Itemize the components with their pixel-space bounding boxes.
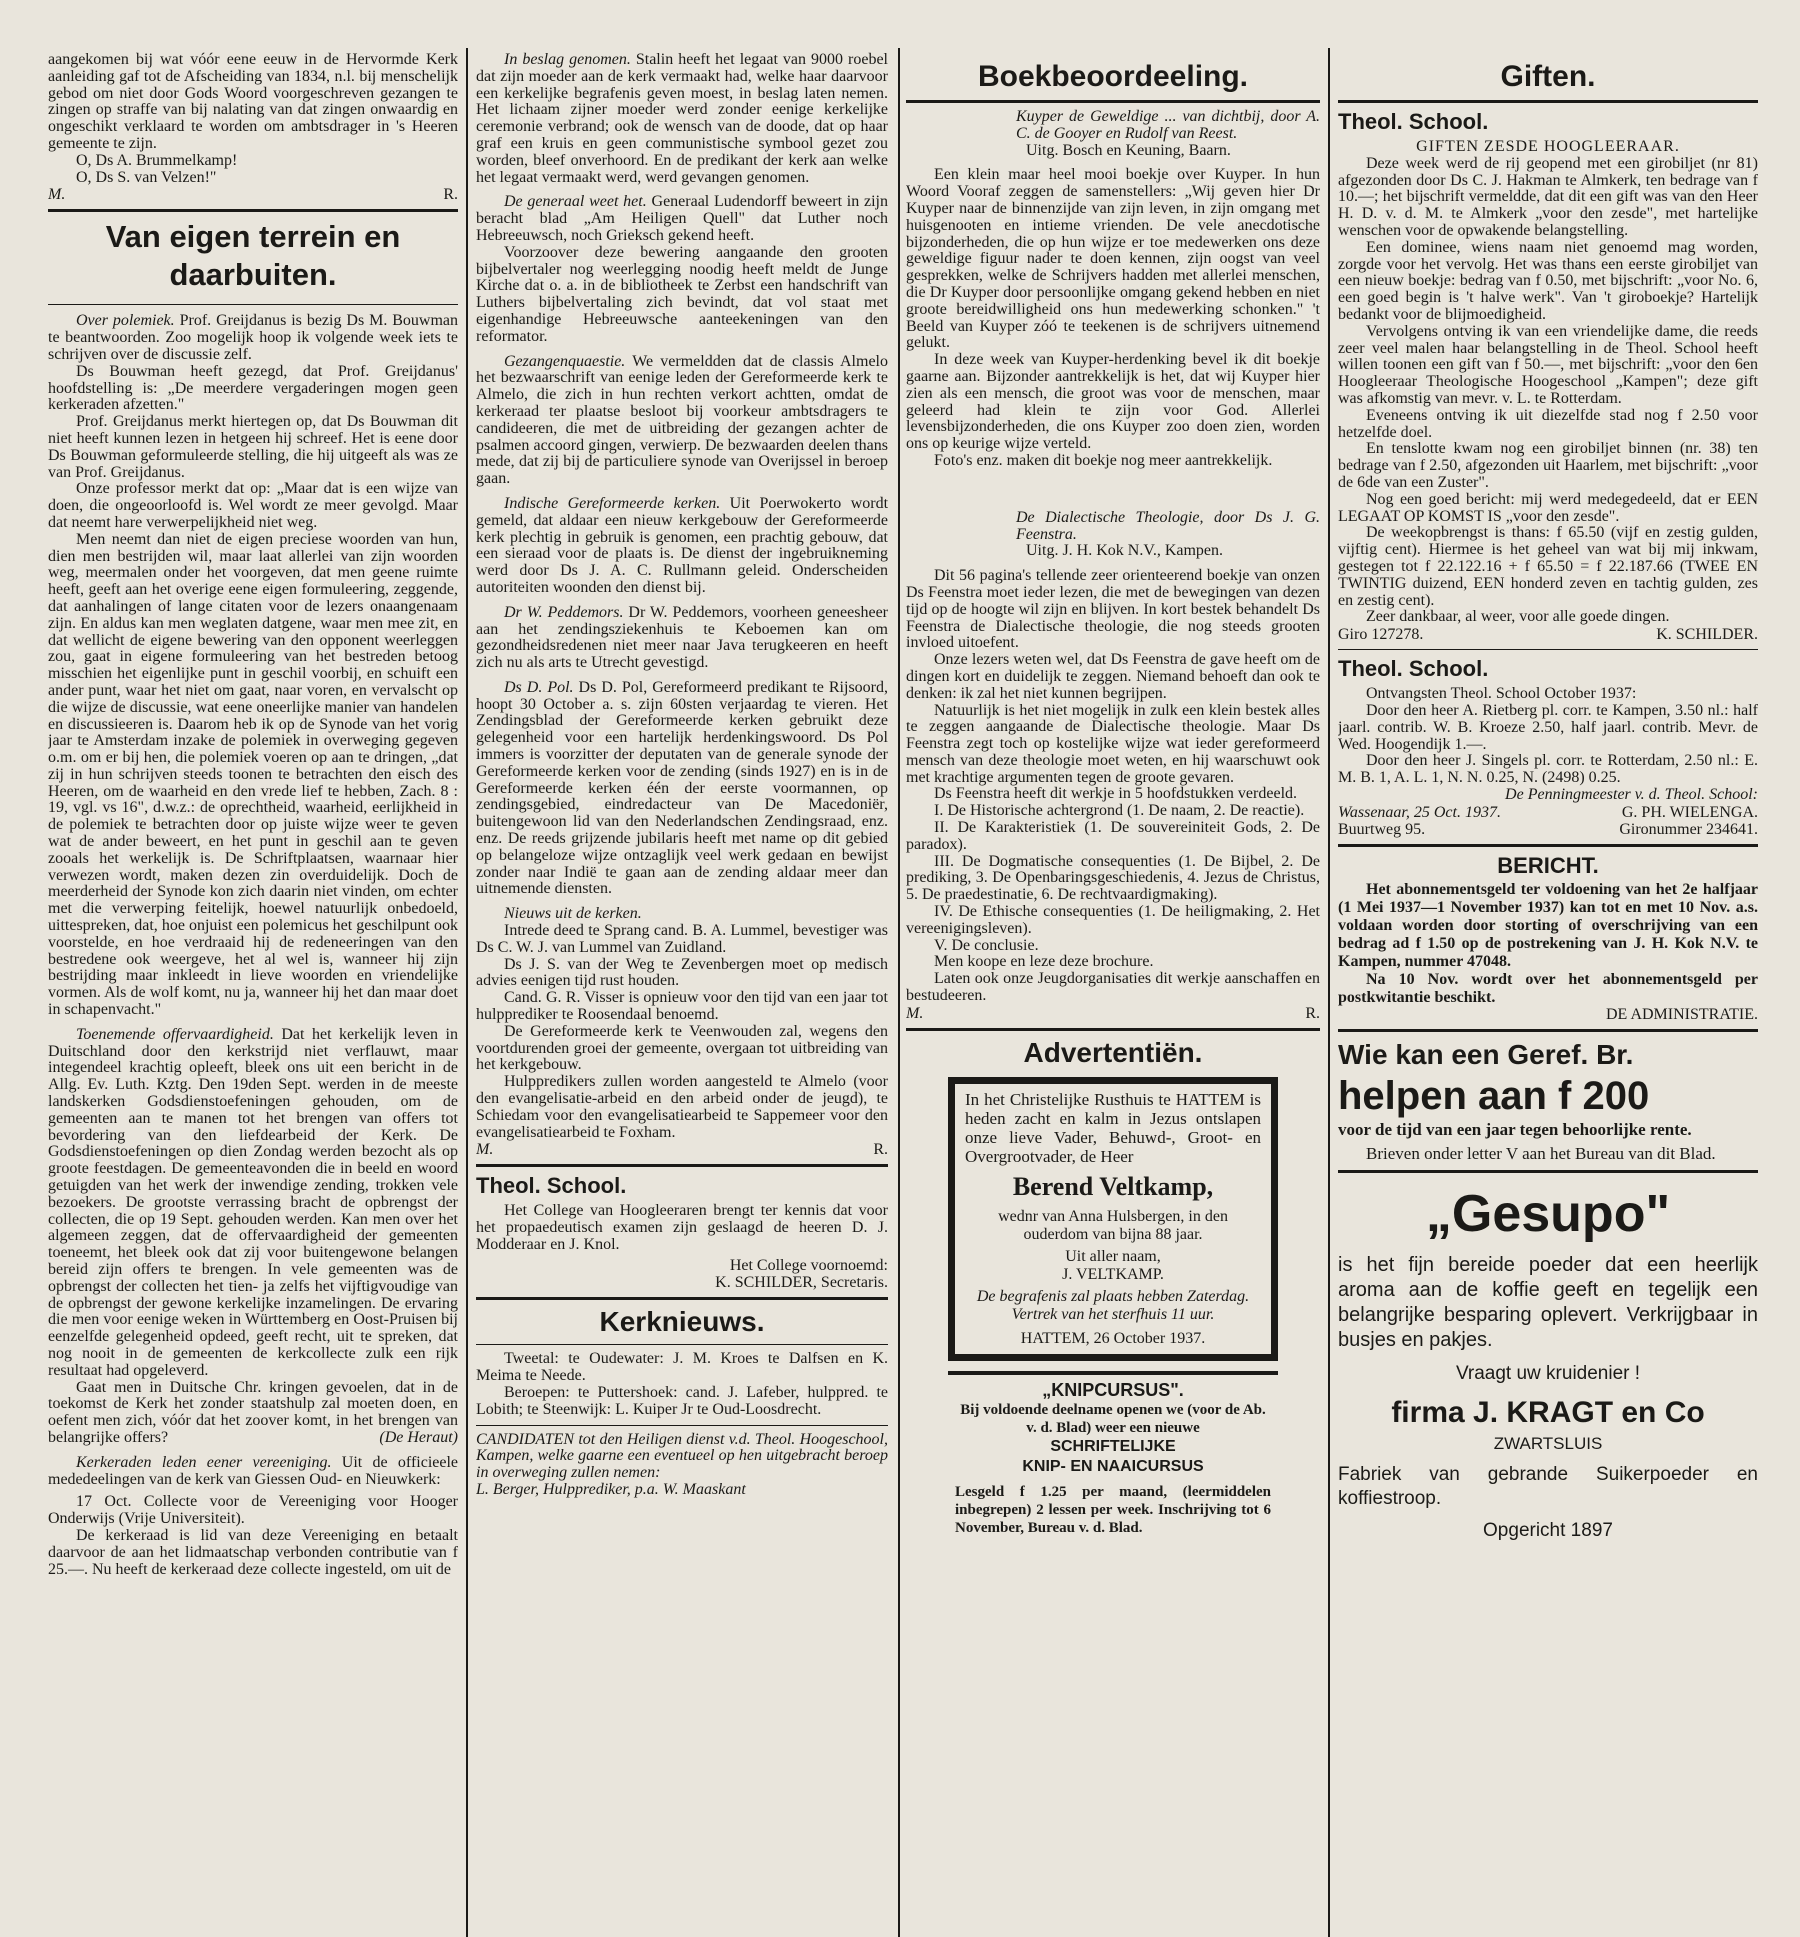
article-text: Generaal Ludendorff beweert in zijn beracht blad „Am Heiligen Quell" dat Luther noch Hebreeuwsch, noch Grieksch gekend heeft. xyxy=(476,193,888,244)
article-text: Dit 56 pagina's tellende zeer orienteerend boekje van onzen Ds Feenstra moet ieder lezen, die met de bewegingen van dezen tijd op de hoogte wil zijn en blijven. In kort bestek behandelt Ds Feenstra de Dialectische theologie, die nog steeds grooten invloed uitoefent. xyxy=(906,567,1320,652)
article-text: Het College van Hoogleeraren brengt ter kennis dat voor het propaedeutisch examen zijn geslaagd de heeren D. J. Modderaar en J. Knol. xyxy=(476,1202,888,1253)
gesupo-ad xyxy=(1338,1179,1758,1543)
sig-left: M. xyxy=(906,1004,924,1022)
brand-name: „Gesupo" xyxy=(1425,1185,1671,1244)
signature-line: De Penningmeester v. d. Theol. School: xyxy=(1505,785,1758,803)
article-text: CANDIDATEN tot den Heiligen dienst v.d. Theol. Hoogeschool, Kampen, welke gaarne een eventueel op hen uitgebracht beroep in overweging zullen nemen: xyxy=(476,1430,888,1482)
article-title: Toenemende offervaardigheid. xyxy=(76,1025,274,1043)
notice-text: wednr van Anna Hulsbergen, in den ouderdom van bijna 88 jaar. xyxy=(998,1207,1228,1243)
article-title: De generaal weet het. xyxy=(504,193,647,211)
signature xyxy=(48,186,458,203)
column-4 xyxy=(1338,52,1758,1937)
giro-number: Giro 127278. xyxy=(1338,626,1424,644)
section-title: Theol. School. xyxy=(1338,109,1489,134)
intro-paragraph: aangekomen bij wat vóór eene eeuw in de Hervormde Kerk aanleiding gaf tot de Afscheiding van 1834, n.l. bij menschelijk gebod om niet door Gods Woord voorgeschreven gezangen te zingen op straffe van bij nalating van dat zingen onwaardig en ongeschikt verklaard te worden om ambtsdrager in 's Heeren gemeente te zijn. xyxy=(48,52,458,152)
notice-text: Na 10 Nov. wordt over het abonnementsgeld per postkwitantie beschikt. xyxy=(1338,970,1758,1006)
article-title: Over polemiek. xyxy=(76,312,175,330)
article-text: En tenslotte kwam nog een girobiljet binnen (nr. 38) ten bedrage van f 2.50, afgezonden uit Haarlem, met bijschrift: „voor de 6de van een Zuster". xyxy=(1338,440,1758,491)
article-text: De kerkeraad is lid van deze Vereeniging en betaalt daarvoor de aan het lidmaatschap verbonden contributie van f 25.—. Nu heeft de kerkeraad deze collecte ingesteld, om uit de xyxy=(48,1526,458,1578)
loan-ad xyxy=(1338,1038,1758,1164)
section-title: Theol. School. xyxy=(1338,656,1489,682)
article xyxy=(476,605,888,672)
article xyxy=(48,1455,458,1489)
column-rule-3 xyxy=(1328,48,1330,1937)
divider xyxy=(1338,844,1758,847)
article-text: Men neemt dan niet de eigen preciese woorden van hun, dien men bestrijden wil, maar laat allerlei van zijn woorden weg, meermalen onder het voorgeven, dat men geene ruimte heeft, geeft aan het overige eene eigen formuleering, zeggende, dat aanhalingen of lange citaten voor de lezers onaangenaam zijn. En aldus kan men weglaten datgene, waar men mee zit, en dat wellicht de eigene bewering van den opponent weerleggen zou, gaat in eigene formuleering van het bestreden betoog misschien het eigenlijke punt in geschil voorbij, en schuift een ander punt, waar het niet om gaat, naar voren, en vervalscht op die wijze de discussie, wat eene oneerlijke manier van handelen en discussieeren is. Daarom heb ik op de Synode van het vorig jaar te Amsterdam inzake de polemiek in overweging gegeven o.m. om er bij hen, die polemiek voeren op aan te dringen, „dat zij in hun schrijven steeds toonen te betrachten den eisch des Heeren, om de waarheid en den vrede lief te hebben, Zach. 8 : 19, vgl. vs 16", d.w.z.: de oprechtheid, waarheid, eerlijkheid in de polemiek te betrachten door op juiste wijze weer te geven wat de ander beweert, en het punt in geschil aan te geven zooals het werkelijk is. De Schriftplaatsen, waarnaar hier verwezen wordt, maken dezen zin overduidelijk. Doch de meerderheid der Synode kon zich daarin niet vinden, om echter met die verwerping feitelijk, hoewel natuurlijk onbedoeld, uittespreken, dat, hoe onjuist een polemicus het geschilpunt ook voorstelde, en hoe verdraaid hij de redeneeringen van den bestredene ook weergeve, het al wel is, wanneer hij zijn bestrijding maar inkleedt in lieve woorden en vriendelijke vormen. Als de wolf komt, nu ja, wanneer hij het dan maar doet in schapenvacht." xyxy=(48,530,458,1019)
column-rule-2 xyxy=(898,48,900,1937)
article xyxy=(476,496,888,597)
signature xyxy=(1338,821,1758,838)
divider xyxy=(1338,1029,1758,1032)
article xyxy=(48,1027,458,1380)
article-text: Door den heer J. Singels pl. corr. te Rotterdam, 2.50 nl.: E. M. B. 1, A. L. 1, N. N. 0.25, N. (2498) 0.25. xyxy=(1338,752,1758,787)
section-heading: Kerknieuws. xyxy=(599,1306,765,1338)
article-text: Gaat men in Duitsche Chr. kringen gevoelen, dat in de toekomst de Kerk het zonder staatshulp zal moeten doen, en oefent men zich, vóór dat het zoover komt, in het brengen van belangrijke offers? xyxy=(48,1378,458,1446)
article-text: Voorzoover deze bewering aangaande den grooten bijbelvertaler nog weerlegging noodig heeft meldt de Junge Kirche dat o. a. in de bibliotheek te Zerbst een handschrift van Luthers bijbelvertaling zich bevindt, dat vol staat met eigenhandige Hebreeuwsche aanteekeningen van den reformator. xyxy=(476,243,888,345)
source: (De Heraut) xyxy=(379,1428,458,1446)
section-subtitle: GIFTEN ZESDE HOOGLEERAAR. xyxy=(1416,138,1680,155)
article-text: Eveneens ontving ik uit diezelfde stad nog f 2.50 voor hetzelfde doel. xyxy=(1338,406,1758,441)
ad-text: SCHRIFTELIJKE xyxy=(1050,1437,1176,1455)
article-text: Zeer dankbaar, al weer, voor alle goede dingen. xyxy=(1366,608,1670,626)
article-text: Cand. G. R. Visser is opnieuw voor den tijd van een jaar tot hulpprediker te Roosendaal benoemd. xyxy=(476,989,888,1024)
article-text: Tweetal: te Oudewater: J. M. Kroes te Dalfsen en K. Meima te Neede. xyxy=(476,1350,888,1385)
article-text: Natuurlijk is het niet mogelijk in zulk een klein bestek alles te zeggen aangaande de Dialectische theologie. Maar Ds Feenstra zegt toch op kostelijke wijze wat ieder gereformeerd mensch van deze theologie moet weten, en hij waarschuwt ook met krachtige argumenten tegen de groote gevaren. xyxy=(906,701,1320,786)
sig-right: K. SCHILDER. xyxy=(1656,626,1758,644)
column-3 xyxy=(906,52,1320,1937)
article-title: Dr W. Peddemors. xyxy=(504,603,624,621)
divider xyxy=(476,1425,888,1426)
article-text: Uit Poerwokerto wordt gemeld, dat aldaar een nieuw kerkgebouw der Gereformeerde kerk plechtig in gebruik is genomen, een prachtig gebouw, dat een sieraad voor de plaats is. De dienst der ingebruikneming werd door Ds J. A. C. Rullmann geleid. Onderscheiden autoriteiten woonden den dienst bij. xyxy=(476,494,888,596)
section-heading: Advertentiën. xyxy=(1023,1036,1203,1068)
signature-line: Het College voornoemd: xyxy=(729,1256,888,1274)
article-title: Kerkeraden leden eener vereeniging. xyxy=(76,1453,332,1471)
article-text: Laten ook onze Jeugdorganisaties dit werkje aanschaffen en bestudeeren. xyxy=(906,970,1320,1005)
article-text: Ds Bouwman heeft gezegd, dat Prof. Greijdanus' hoofdstelling is: „De meerdere vergaderingen mogen geen kerkeraden afzetten." xyxy=(48,362,458,414)
ad-text: Lesgeld f 1.25 per maand, (leermiddelen inbegrepen) 2 lessen per week. Inschrijving tot 6 November, Bureau v. d. Blad. xyxy=(955,1483,1271,1536)
ad-text: voor de tijd van een jaar tegen behoorlijke rente. xyxy=(1338,1120,1692,1140)
signature xyxy=(1338,804,1758,821)
sig-right: R. xyxy=(873,1141,888,1159)
sig-right: Gironummer 234641. xyxy=(1619,820,1758,838)
notice-text: In het Christelijke Rusthuis te HATTEM is heden zacht en kalm in Jezus ontslapen onze lieve Vader, Behuwd-, Groot- en Overgrootvader, de Heer xyxy=(965,1089,1261,1166)
article-text: Men koope en leze deze brochure. xyxy=(934,953,1154,971)
divider xyxy=(1338,649,1758,650)
notice-text: Het abonnementsgeld ter voldoening van het 2e halfjaar (1 Mei 1937—1 November 1937) kan tot en met 10 Nov. a.s. voldaan worden door storting of overschrijving van een bedrag ad f 1.50 op de postrekening van J. H. Kok N.V. te Kampen, nummer 47048. xyxy=(1338,880,1758,970)
notice-text: De begrafenis zal plaats hebben Zaterdag. Vertrek van het sterfhuis 11 uur. xyxy=(976,1287,1250,1323)
sig-right: R. xyxy=(1305,1004,1320,1022)
company-name: firma J. KRAGT en Co xyxy=(1391,1396,1705,1430)
chapter-item: IV. De Ethische consequenties (1. De heiligmaking, 2. Het vereenigingsleven). xyxy=(906,903,1320,937)
notice-text: HATTEM, 26 October 1937. xyxy=(1020,1329,1206,1347)
chapter-item: V. De conclusie. xyxy=(934,936,1039,954)
notice-text: Uit aller naam, xyxy=(1065,1247,1161,1265)
book-publisher: Uitg. Bosch en Keuning, Baarn. xyxy=(1026,141,1231,159)
ad-text: Fabriek van gebrande Suikerpoeder en koffiestroop. xyxy=(1338,1464,1758,1510)
section-heading: Boekbeoordeeling. xyxy=(977,60,1249,93)
article-text: Nog een goed bericht: mij werd medegedeeld, dat er EEN LEGAAT OP KOMST IS „voor den zesde". xyxy=(1338,490,1758,525)
article-title: Ds D. Pol. xyxy=(504,678,574,696)
article-text: Een dominee, wiens naam niet genoemd mag worden, zorgde voor het vervolg. Het was thans een eerste girobiljet van een nieuw boekje: bedrag van f 0.50, met bijschrift: „voor No. 6, een goed begin is 't halve werk". Van 't giroboekje? Hartelijk bedankt voor de blijmoedigheid. xyxy=(1338,238,1758,323)
ad-text: ZWARTSLUIS xyxy=(1493,1434,1603,1454)
article xyxy=(476,354,888,488)
chapter-item: III. De Dogmatische consequenties (1. De Bijbel, 2. De prediking, 3. De Openbaringsgeschiedenis, 4. Jezus de Christus, 5. De praedestinatie, 6. De rechtvaardigmaking). xyxy=(906,852,1320,904)
ad-text: KNIP- EN NAAICURSUS xyxy=(1022,1457,1204,1475)
article-text: 17 Oct. Collecte voor de Vereeniging voor Hooger Onderwijs (Vrije Universiteit). xyxy=(48,1493,458,1528)
quote-line: O, Ds A. Brummelkamp! xyxy=(76,151,238,169)
signature xyxy=(906,1005,1320,1022)
section-title: Theol. School. xyxy=(476,1173,627,1199)
book-publisher: Uitg. J. H. Kok N.V., Kampen. xyxy=(1026,542,1224,560)
divider xyxy=(476,1297,888,1300)
article-title xyxy=(476,906,888,923)
article-text: Ds Feenstra heeft dit werkje in 5 hoofdstukken verdeeld. xyxy=(934,785,1298,803)
chapter-item: II. De Karakteristiek (1. De souvereiniteit Gods, 2. De paradox). xyxy=(906,819,1320,853)
book-reference: De Dialectische Theologie, door Ds J. G. Feenstra. xyxy=(1016,508,1320,543)
sig-left: M. xyxy=(48,186,66,204)
ad-title: „KNIPCURSUS". xyxy=(1042,1379,1184,1400)
ad-text: Brieven onder letter V aan het Bureau van dit Blad. xyxy=(1366,1144,1716,1164)
section-heading: Van eigen terrein en daarbuiten. xyxy=(105,219,401,293)
ad-text: Vraagt uw kruidenier ! xyxy=(1455,1363,1641,1385)
article-text: Ds J. S. van der Weg te Zevenbergen moet op medisch advies eenigen tijd rust houden. xyxy=(476,955,888,990)
sig-left: M. xyxy=(476,1141,494,1159)
article-text: Onze lezers weten wel, dat Ds Feenstra de gave heeft om de dingen kort en duidelijk te zeggen. Niemand behoeft dan ook te denken: ik zal het niet kunnen begrijpen. xyxy=(906,651,1320,702)
chapter-item: I. De Historische achtergrond (1. De naam, 2. De reactie). xyxy=(934,802,1305,820)
section-heading: Giften. xyxy=(1500,60,1596,93)
sig-right: R. xyxy=(443,186,458,204)
article xyxy=(48,313,458,363)
article-text: Intrede deed te Sprang cand. B. A. Lummel, bevestiger was Ds C. W. J. van Lummel van Zuidland. xyxy=(476,922,888,956)
signature xyxy=(1338,626,1758,643)
article-text: De weekopbrengst is thans: f 65.50 (vijf en zestig gulden, vijftig cent). Hiermee is het geheel van wat bij mij inkwam, gestegen tot f 22.122.16 + f 65.50 = f 22.187.66 (TWEE EN TWINTIG duizend, EEN honderd zeven en tachtig gulden, zes en zestig cent). xyxy=(1338,524,1758,609)
notice-title: BERICHT. xyxy=(1497,852,1599,878)
ad-text: is het fijn bereide poeder dat een heerlijk aroma aan de koffie geeft en tegelijk een belangrijke besparing oplevert. Verkrijgbaar in busjes en pakjes. xyxy=(1338,1254,1758,1352)
divider xyxy=(906,1028,1320,1031)
signature-line: DE ADMINISTRATIE. xyxy=(1606,1005,1758,1023)
article-text: Door den heer A. Rietberg pl. corr. te Kampen, 3.50 nl.: half jaarl. contrib. W. B. Kroeze 2.50, half jaarl. contrib. Mevr. de Wed. Hoogendijk 1.—. xyxy=(1338,701,1758,753)
article-text: Deze week werd de rij geopend met een girobiljet (nr 81) afgezonden door Ds C. J. Hakman te Almkerk, ten bedrage van f 10.—; het bijschrift vermeldde, dat dit een gift was van den Heer H. D. v. d. M. te Almkerk „voor den zesde", met hartelijke wenschen voor de opwakende belangstelling. xyxy=(1338,154,1758,239)
article-text: Vervolgens ontving ik van een vriendelijke dame, die reeds zeer veel malen haar belangstelling in de Theol. School heeft willen toonen een gift van f 50.—, met bijschrift: „voor den 6en Hoogleeraar Theologische Hoogeschool „Kampen"; deze gift was afkomstig van mevr. v. L. te Rotterdam. xyxy=(1338,322,1758,407)
article-title: Indische Gereformeerde kerken. xyxy=(504,494,721,512)
deceased-name: Berend Veltkamp, xyxy=(1012,1171,1214,1201)
article-text: Dat het kerkelijk leven in Duitschland door den kerkstrijd niet verflauwt, maar integendeel krachtig opleeft, bleek ons uit een bericht in de Allg. Ev. Luth. Kztg. Den 19den Sept. werden in de meeste landskerken Godsdienstoefeningen gehouden, om de gemeenten aan te manen tot het brengen van offers tot bevordering van den liefdearbeid der Kerk. De Godsdienstoefeningen op dien Zondag werden bezocht als op groote feestdagen. De gemeenteavonden die in beeld en woord getuigden van het werk der inwendige zending, trokken vele bezoekers. De grootste verrassing bracht de opbrengst der collecten, die op 19 Sept. gehouden werden. Kan men over het algemeen zeggen, dat de offervaardigheid der gemeenten toeneemt, het bleek ook dat zij voor buitengewone belangen bereid zijn offers te brengen. In vele gemeenten was de opbrengst der collecten het tien- ja zelfs het vijftigvoudige van de opbrengst der gewone kerkelijke inzamelingen. De ervaring die men voor eenige weken in Württemberg en Oost-Pruisen bij eenzelfde gelegenheid opdeed, geeft recht, uit te spreken, dat nog nooit in de gemeenten de kerkcollecte zulk een rijk resultaat had opgeleverd. xyxy=(48,1025,458,1379)
divider xyxy=(906,100,1320,103)
death-notice xyxy=(948,1077,1278,1361)
ad-text: Opgericht 1897 xyxy=(1483,1520,1613,1542)
article-text: De Gereformeerde kerk te Veenwouden zal, wegens den voortdurenden groei der gemeente, overgaan tot uitbreiding van het kerkgebouw. xyxy=(476,1022,888,1074)
ad-text: Bij voldoende deelname openen we (voor de Ab. v. d. Blad) weer een nieuwe xyxy=(960,1401,1266,1436)
article-text: Foto's enz. maken dit boekje nog meer aantrekkelijk. xyxy=(934,451,1273,469)
divider xyxy=(948,1371,1278,1375)
ad-heading: Wie kan een Geref. Br. xyxy=(1338,1039,1634,1071)
article-title: In beslag genomen. xyxy=(504,52,631,68)
article-text: Hulppredikers zullen worden aangesteld te Almelo (voor den evangelisatie-arbeid en den arbeid onder de jeugd), te Schiedam voor den evangelisatiearbeid te Sappemeer voor den evangelisatiearbeid te Foxham. xyxy=(476,1073,888,1141)
divider xyxy=(48,209,458,212)
article-text xyxy=(48,1380,458,1447)
divider xyxy=(476,1164,888,1167)
article xyxy=(476,194,888,244)
sig-right: G. PH. WIELENGA. xyxy=(1621,803,1758,821)
article xyxy=(476,680,888,898)
article-text: Stalin heeft het legaat van 9000 roebel dat zijn moeder aan de kerk vermaakt had, welke haar daarvoor een kerkelijke begrafenis geven moest, in beslag laten nemen. Het lichaam zijner moeder werd zonder eenige kerkelijke ceremonie verbrand; ook de wensch van de doode, dat op haar graf een kruis en geen communistische symbool gezet zou worden, bleef onverhoord. En de predikant der kerk aan welke het legaat vermaakt werd, werd gevangen genomen. xyxy=(476,52,888,186)
article-text: Een klein maar heel mooi boekje over Kuyper. In hun Woord Vooraf zeggen de samenstellers: „Wij geven hier Dr Kuyper naar de binnenzijde van zijn leven, in zijn omgang met huisgenooten en intieme vrienden. De vele anecdotische bijzonderheden, die op hun wijze er toe medewerken ons deze geweldige figuur nader te doen kennen, zijn oogst van veel gesprekken, welke de Schrijvers hadden met allerlei menschen, die Dr Kuyper door persoonlijke omgang gekend hebben en niet groote bereidwilligheid ons hun medewerking schonken." 't Beeld van Kuyper zóó te teekenen is de schrijvers uitnemend gelukt. xyxy=(906,166,1320,352)
divider xyxy=(1338,100,1758,103)
column-1 xyxy=(48,52,458,1937)
signature-line: K. SCHILDER, Secretaris. xyxy=(715,1273,888,1291)
article-text: L. Berger, Hulpprediker, p.a. W. Maaskant xyxy=(476,1480,746,1498)
notice-text: J. VELTKAMP. xyxy=(1062,1265,1164,1283)
article-text: Onze professor merkt dat op: „Maar dat is een wijze van doen, die ongeoorloofd is. Wel wordt ze meer gevolgd. Maar dat neemt hare verwerpelijkheid niet weg. xyxy=(48,480,458,531)
article xyxy=(476,52,888,186)
divider xyxy=(1338,1170,1758,1173)
article-text: Prof. Greijdanus is bezig Ds M. Bouwman te beantwoorden. Zoo mogelijk hoop ik volgende week iets te schrijven over de discussie zelf. xyxy=(48,312,458,363)
knipcursus-ad xyxy=(955,1379,1271,1537)
article-text: Ds D. Pol, Gereformeerd predikant te Rijsoord, hoopt 30 October a. s. zijn 60sten verjaardag te vieren. Het Zendingsblad der Gereformeerde kerken gebruikt deze gelegenheid voor een hartelijk herdenkingswoord. Ds Pol immers is voorzitter der deputaten van de generale synode der Gereformeerde kerken voor de zending (sinds 1927) en is in de Gereformeerde kerken één der eerste voormannen, op zendingsgebied, eindredacteur van De Macedoniër, buitengewoon lid van den Nederlandschen Zendingsraad, enz. enz. De reeds grijzende jubilaris heeft met name op dit gebied op belangeloze wijze ontzaglijk veel werk gedaan en bewijst zonder naar Indië te gaan aan de zending aldaar meer dan uitnemende diensten. xyxy=(476,678,888,898)
article-text: Beroepen: te Puttershoek: cand. J. Lafeber, hulppred. te Lobith; te Steenwijk: L. Kuiper Jr te Oud-Loosdrecht. xyxy=(476,1383,888,1418)
article-text: Uit de officieele mededeelingen van de kerk van Giessen Oud- en Nieuwkerk: xyxy=(48,1453,458,1488)
article-text: We vermeldden dat de classis Almelo het bezwaarschrift van eenige leden der Gereformeerde kerk te Almelo, die zich in hun rechten verkort achtten, omdat de kerkeraad ter plaatse besloot bij voorkeur ambtsdragers te candideeren, die met de uitbreiding der gezangen achter de psalmen accoord gingen, verwierp. De bezwaarden deelen thans mede, dat zij bij de particuliere synode van Overijssel in beroep gaan. xyxy=(476,352,888,488)
divider xyxy=(48,304,458,305)
column-2 xyxy=(476,52,888,1937)
article-text: Ontvangsten Theol. School October 1937: xyxy=(1366,685,1637,703)
article-text: Dr W. Peddemors, voorheen geneesheer aan het zendingsziekenhuis te Keboemen kan om gezondheidsredenen niet meer naar Java terugkeeren en heeft zich nu als arts te Utrecht gevestigd. xyxy=(476,603,888,672)
article-title: Gezangenquaestie. xyxy=(504,352,626,370)
signature xyxy=(476,1141,888,1158)
column-rule-1 xyxy=(466,48,468,1937)
sig-left: Buurtweg 95. xyxy=(1338,820,1426,838)
divider xyxy=(476,1344,888,1345)
article-text: Prof. Greijdanus merkt hiertegen op, dat Ds Bouwman dit niet heeft kunnen lezen in hetgeen hij schreef. Het is eene door Ds Bouwman geformuleerde stelling, die hij uitgeeft als was ze van Prof. Greijdanus. xyxy=(48,413,458,481)
book-reference: Kuyper de Geweldige ... van dichtbij, door A. C. de Gooyer en Rudolf van Reest. xyxy=(1016,108,1320,142)
quote-line: O, Ds S. van Velzen!" xyxy=(76,168,217,186)
article-title: Nieuws uit de kerken. xyxy=(504,905,642,923)
ad-heading: helpen aan f 200 xyxy=(1338,1074,1650,1119)
sig-left: Wassenaar, 25 Oct. 1937. xyxy=(1338,803,1501,821)
article-text: In deze week van Kuyper-herdenking bevel ik dit boekje gaarne aan. Bijzonder aantrekkelijk is het, dat wij Kuyper hier zien als een mensch, die groot was voor de menschen, maar geleerd had klein te zijn voor God. Allerlei levensbijzonderheden, die ons Kuyper zoo doen zien, worden ons op keurige wijze verteld. xyxy=(906,351,1320,453)
